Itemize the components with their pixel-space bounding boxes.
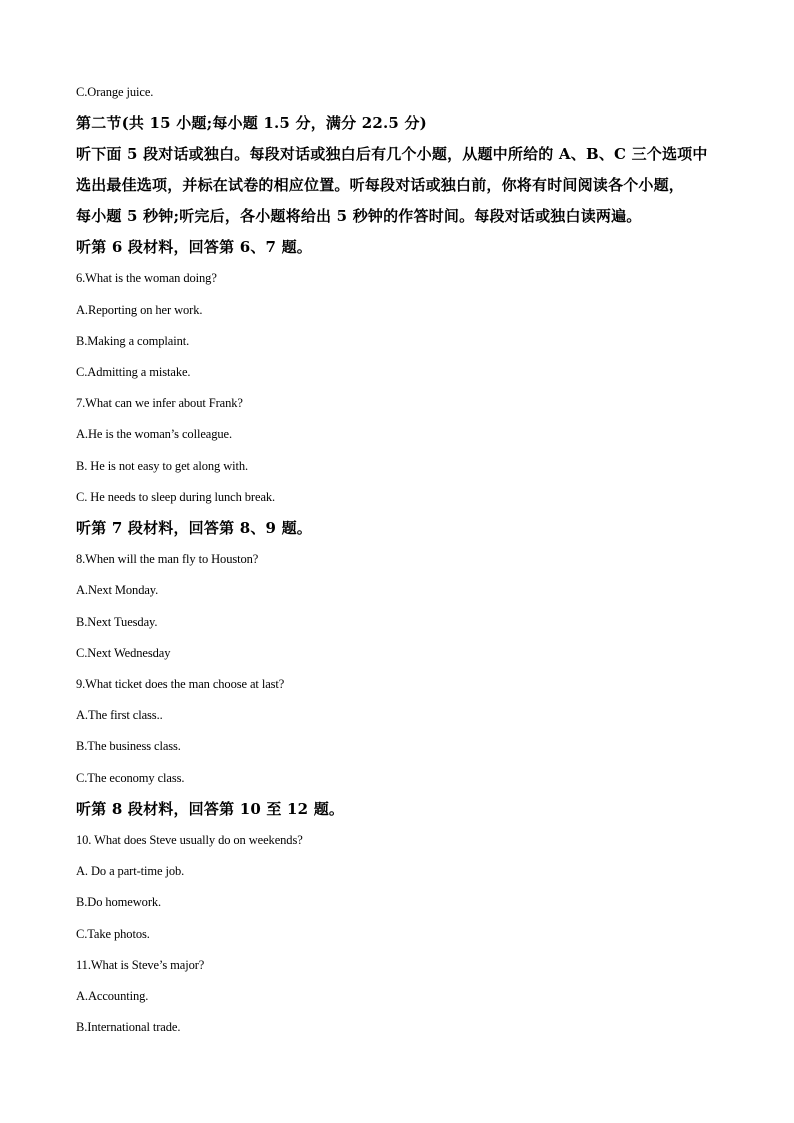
- answer-option: B.Making a complaint.: [76, 334, 190, 348]
- passage-heading: 听第 8 段材料，回答第 10 至 12 题。: [76, 800, 345, 818]
- answer-option: A.The first class..: [76, 708, 163, 722]
- answer-option: A.He is the woman’s colleague.: [76, 427, 232, 441]
- passage-heading: 听第 6 段材料，回答第 6、7 题。: [76, 238, 313, 256]
- answer-option: B.International trade.: [76, 1020, 181, 1034]
- answer-option: B. He is not easy to get along with.: [76, 459, 249, 473]
- answer-option: B.The business class.: [76, 739, 181, 753]
- answer-option: A. Do a part-time job.: [76, 864, 185, 878]
- answer-option: C.The economy class.: [76, 771, 185, 785]
- question: 11.What is Steve’s major?: [76, 958, 205, 972]
- answer-option: B.Do homework.: [76, 895, 162, 909]
- answer-option: B.Next Tuesday.: [76, 615, 158, 629]
- answer-option: C.Admitting a mistake.: [76, 365, 191, 379]
- instructions-line-2: 选出最佳选项，并标在试卷的相应位置。听每段对话或独白前，你将有时间阅读各个小题，: [76, 176, 685, 194]
- answer-option: A.Reporting on her work.: [76, 303, 203, 317]
- answer-option: A.Next Monday.: [76, 583, 159, 597]
- section-heading: 第二节(共 15 小题;每小题 1.5 分，满分 22.5 分): [76, 114, 427, 132]
- question: 9.What ticket does the man choose at last?: [76, 677, 285, 691]
- answer-option: C.Next Wednesday: [76, 646, 171, 660]
- question: 10. What does Steve usually do on weekends?: [76, 833, 303, 847]
- question: 8.When will the man fly to Houston?: [76, 552, 259, 566]
- answer-option: C.Orange juice.: [76, 85, 154, 99]
- passage-heading: 听第 7 段材料，回答第 8、9 题。: [76, 519, 313, 537]
- answer-option: A.Accounting.: [76, 989, 149, 1003]
- question: 7.What can we infer about Frank?: [76, 396, 243, 410]
- instructions-line-3: 每小题 5 秒钟;听完后，各小题将给出 5 秒钟的作答时间。每段对话或独白读两遍。: [76, 207, 642, 225]
- answer-option: C. He needs to sleep during lunch break.: [76, 490, 276, 504]
- answer-option: C.Take photos.: [76, 927, 150, 941]
- question: 6.What is the woman doing?: [76, 271, 217, 285]
- instructions-line-1: 听下面 5 段对话或独白。每段对话或独白后有几个小题，从题中所给的 A、B、C 三个选项中: [76, 145, 708, 163]
